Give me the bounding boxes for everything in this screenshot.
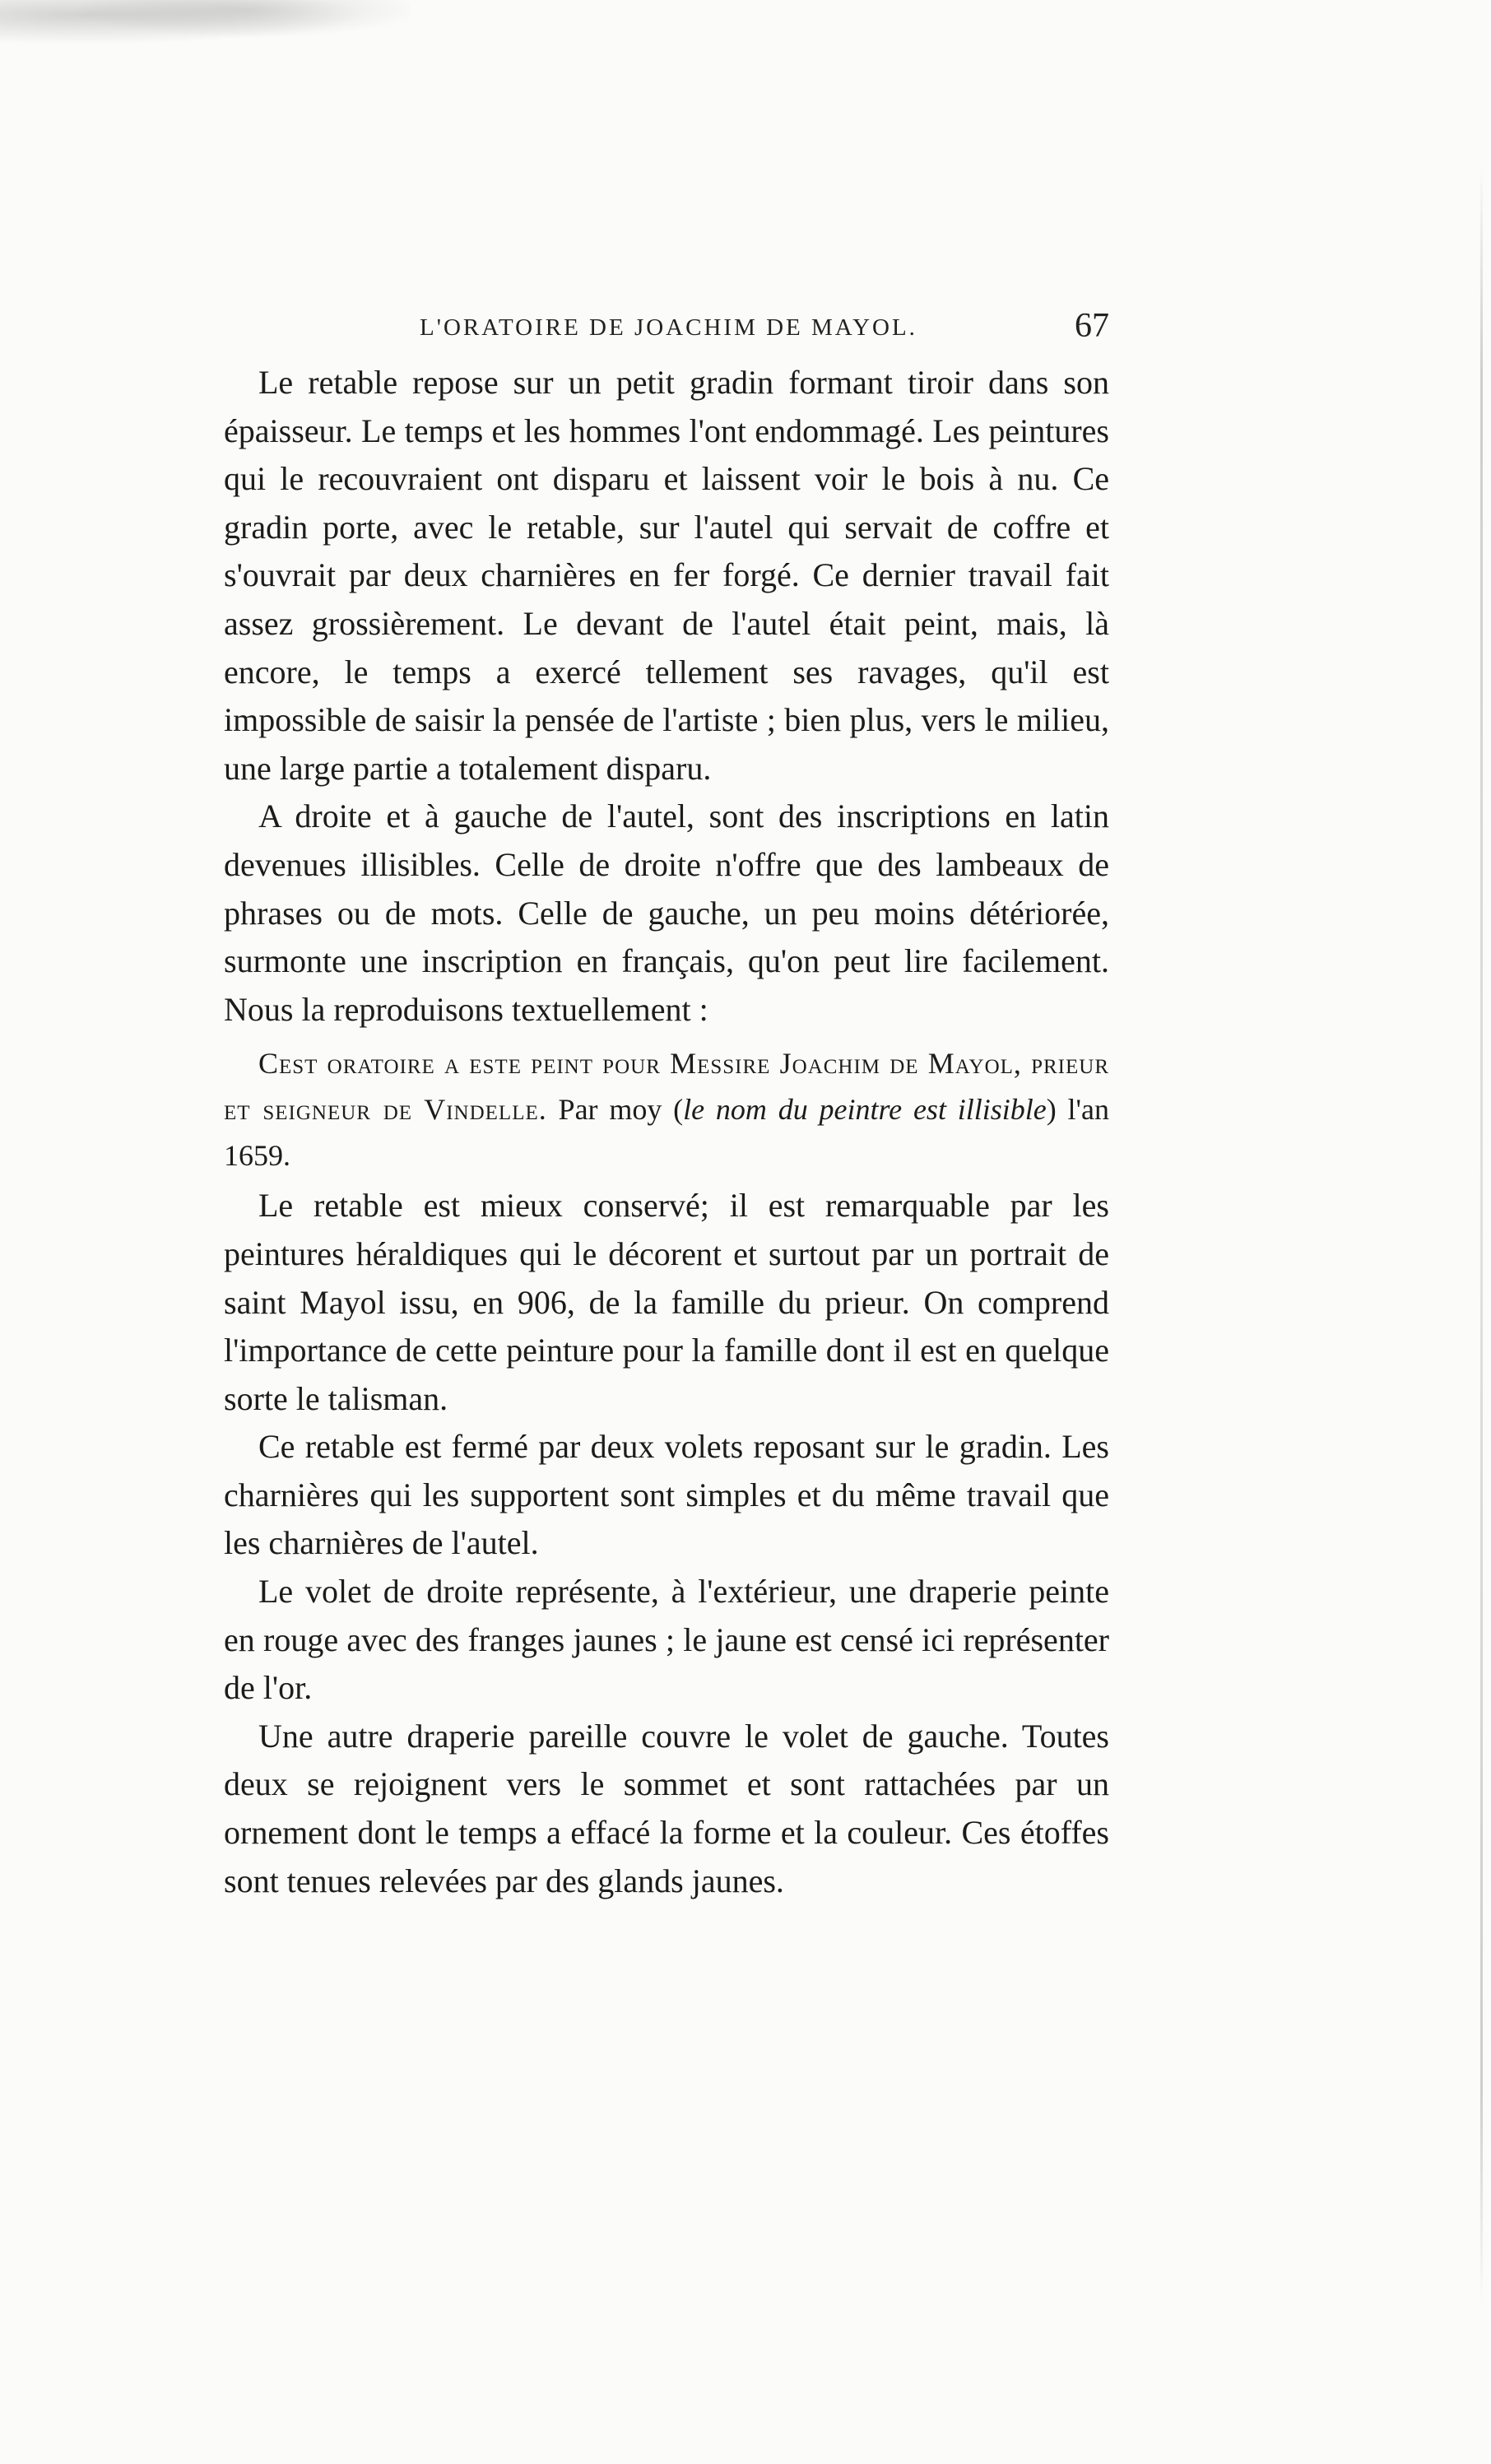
paragraph-volet-droite: Le volet de droite représente, à l'extérieur, une draperie peinte en rouge avec des franges jaunes ; le jaune est censé ici représenter de l'or. (224, 1573, 1109, 1707)
paragraph-inscriptions: A droite et à gauche de l'autel, sont des inscriptions en latin devenues illisibles. Celle de droite n'offre que des lambeaux de phrases ou de mots. Celle de gauche, un peu moins détériorée, surmonte une inscription en français, qu'on peut lire facilement. Nous la reproduisons textuellement : (224, 797, 1109, 1028)
inscription-plain-1: Par moy ( (546, 1093, 684, 1127)
page-number: 67 (1075, 307, 1109, 345)
paragraph-retable-gradin: Le retable repose sur un petit gradin formant tiroir dans son épaisseur. Le temps et les hommes l'ont endommagé. Les peintures qui le recouvraient ont disparu et laissent voir le bois à nu. Ce gradin porte, avec le retable, sur l'autel qui servait de coffre et s'ouvrait par deux charnières en fer forgé. Ce dernier travail fait assez grossièrement. Le devant de l'autel était peint, mais, là encore, le temps a exercé tellement ses ravages, qu'il est impossible de saisir la pensée de l'artiste ; bien plus, vers le milieu, une large partie a totalement disparu. (224, 364, 1109, 787)
body-text (224, 359, 1109, 1905)
paragraph-volets: Ce retable est fermé par deux volets reposant sur le gradin. Les charnières qui les supportent sont simples et du même travail que les charnières de l'autel. (224, 1428, 1109, 1562)
running-title: L'ORATOIRE DE JOACHIM DE MAYOL. (420, 314, 917, 341)
paragraph-volet-gauche: Une autre draperie pareille couvre le volet de gauche. Toutes deux se rejoignent vers le sommet et sont rattachées par un ornement dont le temps a effacé la forme et la couleur. Ces étoffes sont tenues relevées par des glands jaunes. (224, 1717, 1109, 1899)
page-header (224, 306, 1109, 356)
inscription-italic-note: le nom du peintre est illisible (683, 1093, 1047, 1127)
paragraph-retable-conserve: Le retable est mieux conservé; il est remarquable par les peintures héraldiques qui le décorent et surtout par un portrait de saint Mayol issu, en 906, de la famille du prieur. On comprend l'importance de cette peinture pour la famille dont il est en quelque sorte le talisman. (224, 1187, 1109, 1417)
inscription-small-caps: Cest oratoire a este peint pour Messire Joachim de Mayol, prieur et seigneur de Vindelle. (224, 1047, 1109, 1127)
page-edge-shadow (1480, 165, 1483, 2304)
paper-speckle-top (0, 0, 411, 49)
inscription-plain-2: ) l'an 1659. (224, 1093, 1110, 1173)
inscription-quote (224, 1040, 1109, 1179)
